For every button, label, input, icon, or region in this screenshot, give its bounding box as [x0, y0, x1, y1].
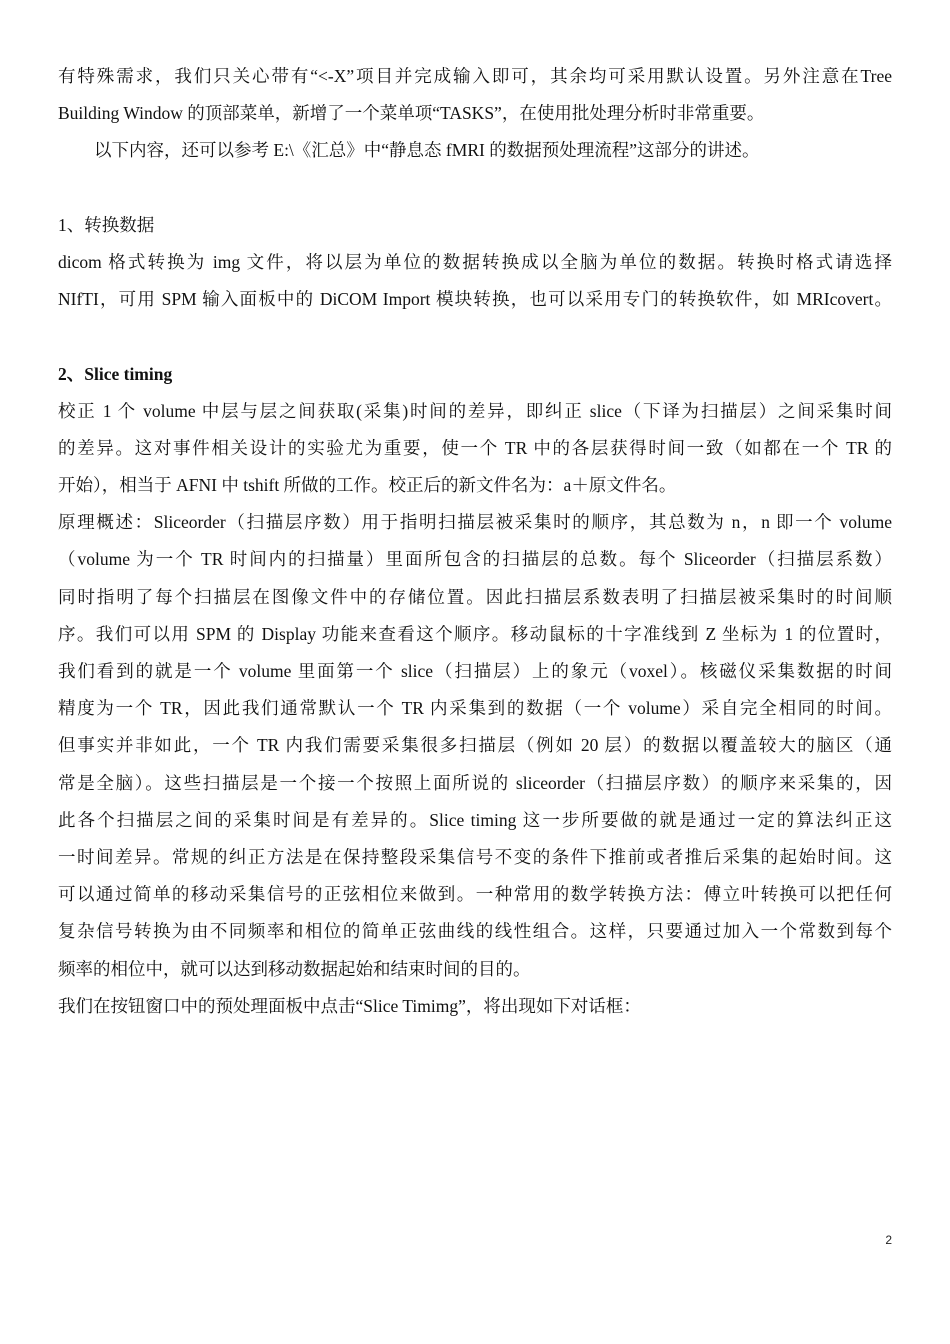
page-number: 2: [885, 1233, 892, 1247]
section-heading: 1、转换数据: [58, 214, 155, 235]
paragraph-line: 同时指明了每个扫描层在图像文件中的存储位置。因此扫描层系数表明了扫描层被采集时的时间顺: [58, 586, 892, 607]
paragraph-line: 原理概述：Sliceorder（扫描层序数）用于指明扫描层被采集时的顺序，其总数为 n，n 即一个 volume: [58, 512, 892, 533]
paragraph-line: 校正 1 个 volume 中层与层之间获取(采集)时间的差异，即纠正 slice（下译为扫描层）之间采集时间: [58, 400, 892, 421]
paragraph-line: 精度为一个 TR，因此我们通常默认一个 TR 内采集到的数据（一个 volume）采自完全相同的时间。: [58, 698, 892, 719]
spacer: [58, 318, 892, 355]
paragraph-line: Building Window 的顶部菜单，新增了一个菜单项“TASKS”，在使用批处理分析时非常重要。: [58, 103, 765, 124]
paragraph-line: 我们在按钮窗口中的预处理面板中点击“Slice Timimg”，将出现如下对话框：: [58, 995, 641, 1016]
paragraph-line: 复杂信号转换为由不同频率和相位的简单正弦曲线的线性组合。这样，只要通过加入一个常数到每个: [58, 921, 892, 942]
paragraph-line: 开始），相当于 AFNI 中 tshift 所做的工作。校正后的新文件名为：a＋原文件名。: [58, 475, 677, 496]
paragraph-line: 频率的相位中，就可以达到移动数据起始和结束时间的目的。: [58, 958, 531, 979]
paragraph-line: 以下内容，还可以参考 E:\《汇总》中“静息态 fMRI 的数据预处理流程”这部分的讲述。: [94, 140, 760, 161]
paragraph-line: 常是全脑）。这些扫描层是一个接一个按照上面所说的 sliceorder（扫描层序数）的顺序来采集的，因: [58, 772, 892, 793]
paragraph-line: 我们看到的就是一个 volume 里面第一个 slice（扫描层）上的象元（voxel）。核磁仪采集数据的时间: [58, 661, 892, 681]
paragraph-line: 此各个扫描层之间的采集时间是有差异的。Slice timing 这一步所要做的就是通过一定的算法纠正这: [58, 809, 892, 830]
section-heading: 2、Slice timing: [58, 363, 173, 384]
paragraph-line: dicom 格式转换为 img 文件，将以层为单位的数据转换成以全脑为单位的数据。转换时格式请选择: [58, 251, 892, 272]
paragraph-line: 序。我们可以用 SPM 的 Display 功能来查看这个顺序。移动鼠标的十字准线到 Z 坐标为 1 的位置时，: [58, 623, 892, 644]
paragraph-line: 但事实并非如此，一个 TR 内我们需要采集很多扫描层（例如 20 层）的数据以覆盖较大的脑区（通: [58, 735, 892, 756]
paragraph-line: 一时间差异。常规的纠正方法是在保持整段采集信号不变的条件下推前或者推后采集的起始时间。这: [58, 846, 892, 867]
paragraph-line: 有特殊需求，我们只关心带有“<-X”项目并完成输入即可，其余均可采用默认设置。另外注意在Tree: [58, 66, 892, 86]
paragraph-line: （volume 为一个 TR 时间内的扫描量）里面所包含的扫描层的总数。每个 Sliceorder（扫描层系数）: [58, 549, 892, 570]
document-page: [58, 58, 892, 1025]
paragraph-line: 可以通过简单的移动采集信号的正弦相位来做到。一种常用的数学转换方法：傅立叶转换可以把任何: [58, 884, 892, 905]
paragraph-line: 的差异。这对事件相关设计的实验尤为重要，使一个 TR 中的各层获得时间一致（如都在一个 TR 的: [58, 437, 892, 458]
spacer: [58, 170, 892, 207]
paragraph-line: NIfTI，可用 SPM 输入面板中的 DiCOM Import 模块转换，也可以采用专门的转换软件，如 MRIcovert。: [58, 289, 892, 310]
